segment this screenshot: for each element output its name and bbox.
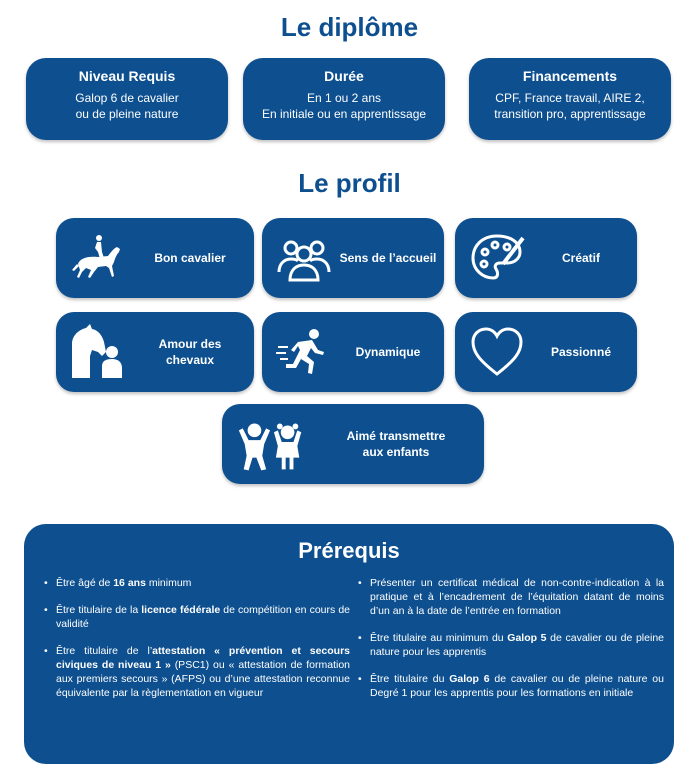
profile-card-passionne bbox=[455, 312, 637, 392]
diplome-title: Le diplôme bbox=[280, 12, 419, 42]
prerequis-item: • Être titulaire au minimum du Galop 5 de cavalier ou de pleine nature pour les apprentis bbox=[358, 631, 664, 659]
people-group-icon bbox=[272, 226, 336, 290]
horse-person-icon bbox=[66, 320, 130, 384]
label-line: Créatif bbox=[561, 251, 600, 265]
prerequis-item: • Être titulaire de l’attestation « prévention et secours civiques de niveau 1 » (PSC1) ou « attestation de formation aux premiers secours » (AFPS) ou d’une attestation reconnue équivalente par la règlementation en vigueur bbox=[44, 644, 350, 700]
profile-label bbox=[336, 344, 444, 360]
card-line: ou de pleine nature bbox=[75, 107, 179, 121]
profile-label bbox=[130, 336, 254, 368]
label-line: chevaux bbox=[165, 353, 215, 367]
prerequis-right-column bbox=[358, 576, 664, 713]
profile-label bbox=[130, 250, 254, 266]
profile-label bbox=[312, 428, 484, 460]
label-line: Bon cavalier bbox=[154, 251, 226, 265]
label-line: Aimé transmettre bbox=[346, 429, 446, 443]
running-person-icon bbox=[272, 320, 336, 384]
duree-card bbox=[243, 58, 445, 140]
card-line: CPF, France travail, AIRE 2, bbox=[495, 91, 645, 105]
label-line: aux enfants bbox=[362, 445, 430, 459]
card-title: Durée bbox=[324, 68, 364, 84]
label-line: Dynamique bbox=[355, 345, 421, 359]
profile-card-transmettre-enfants bbox=[222, 404, 484, 484]
profile-card-dynamique bbox=[262, 312, 444, 392]
label-line: Amour des bbox=[158, 337, 222, 351]
profile-label bbox=[529, 344, 637, 360]
card-title: Financements bbox=[522, 68, 618, 84]
heart-icon bbox=[465, 320, 529, 384]
profile-card-bon-cavalier bbox=[56, 218, 254, 298]
children-icon bbox=[232, 412, 312, 476]
prerequis-panel bbox=[24, 524, 674, 764]
horse-rider-icon bbox=[66, 226, 130, 290]
niveau-requis-card bbox=[26, 58, 228, 140]
prerequis-left-column bbox=[44, 576, 350, 713]
prerequis-item: • Être titulaire du Galop 6 de cavalier ou de pleine nature ou Degré 1 pour les apprentis pour les formations en initiale bbox=[358, 672, 664, 700]
card-line: transition pro, apprentissage bbox=[494, 107, 646, 121]
card-line: Galop 6 de cavalier bbox=[75, 91, 179, 105]
card-line: En 1 ou 2 ans bbox=[306, 91, 382, 105]
prerequis-item: • Être âgé de 16 ans minimum bbox=[44, 576, 350, 590]
profile-card-creatif bbox=[455, 218, 637, 298]
card-line: En initiale ou en apprentissage bbox=[261, 107, 427, 121]
financements-card bbox=[469, 58, 671, 140]
prerequis-item: • Présenter un certificat médical de non-contre-indication à la pratique et à l’encadrement de l’équitation datant de moins d’un an à la date de l’entrée en formation bbox=[358, 576, 664, 618]
profile-label bbox=[336, 250, 444, 266]
profil-title: Le profil bbox=[298, 168, 401, 198]
label-line: Sens de l’accueil bbox=[339, 251, 437, 265]
profile-card-sens-accueil bbox=[262, 218, 444, 298]
profile-card-amour-chevaux bbox=[56, 312, 254, 392]
card-title: Niveau Requis bbox=[78, 68, 176, 84]
prerequis-item: • Être titulaire de la licence fédérale de compétition en cours de validité bbox=[44, 603, 350, 631]
palette-icon bbox=[465, 226, 529, 290]
prerequis-title: Prérequis bbox=[298, 538, 400, 563]
profile-label bbox=[529, 250, 637, 266]
label-line: Passionné bbox=[550, 345, 612, 359]
